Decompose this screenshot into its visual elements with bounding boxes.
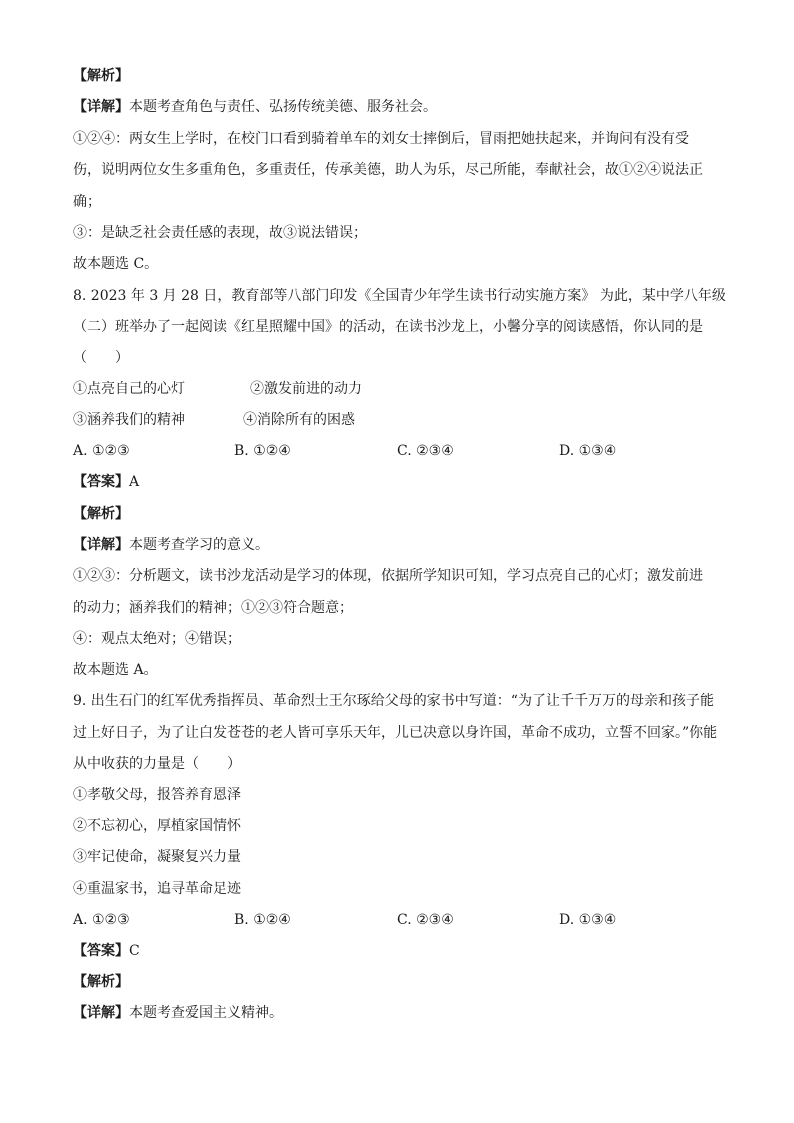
- conclusion-line: 故本题选 A。: [73, 662, 158, 678]
- statement-item: ③涵养我们的精神: [73, 412, 185, 428]
- option-a: A. ①②③: [73, 912, 130, 928]
- question-8-stem: （ ）: [73, 350, 129, 366]
- detail-label: 【详解】: [73, 99, 129, 115]
- option-d: D. ①③④: [559, 912, 617, 928]
- question-9-stem: 从中收获的力量是（ ）: [73, 756, 241, 772]
- analysis-heading: 【解析】: [73, 506, 129, 522]
- paragraph-line: ③：是缺乏社会责任感的表现，故③说法错误；: [73, 225, 367, 241]
- option-d: D. ①③④: [559, 443, 617, 459]
- detail-line: [73, 1003, 733, 1023]
- answer-value: C: [129, 943, 140, 959]
- statement-item: ④消除所有的困惑: [243, 412, 355, 428]
- question-8-stem: 8. 2023 年 3 月 28 日，教育部等八部门印发《全国青少年学生读书行动实施方案》 为此，某中学八年级: [73, 288, 726, 304]
- option-b: B. ①②④: [234, 443, 291, 459]
- question-9-stem: 过上好日子，为了让白发苍苍的老人皆可享乐天年，儿已决意以身许国，革命不成功，立誓不回家。”你能: [73, 725, 718, 741]
- detail-text: 本题考查学习的意义。: [129, 537, 269, 553]
- option-c: C. ②③④: [397, 443, 454, 459]
- answer-label: 【答案】: [73, 474, 129, 490]
- paragraph-line: 伤，说明两位女生多重角色，多重责任，传承美德，助人为乐，尽己所能，奉献社会，故①②④说法正: [73, 162, 703, 178]
- statement-item: ②不忘初心，厚植家国情怀: [73, 818, 241, 834]
- option-c: C. ②③④: [397, 912, 454, 928]
- paragraph-line: ④：观点太绝对；④错误；: [73, 631, 241, 647]
- answer-label: 【答案】: [73, 943, 129, 959]
- question-9-stem: 9. 出生石门的红军优秀指挥员、革命烈士王尔琢给父母的家书中写道：“为了让千千万万的母亲和孩子能: [73, 693, 714, 709]
- analysis-heading: 【解析】: [73, 974, 129, 990]
- paragraph-line: 的动力；涵养我们的精神；①②③符合题意；: [73, 600, 353, 616]
- statement-item: ③牢记使命，凝聚复兴力量: [73, 849, 241, 865]
- question-8-stem: （二）班举办了一起阅读《红星照耀中国》的活动，在读书沙龙上，小馨分享的阅读感悟，你认同的是: [73, 319, 703, 335]
- paragraph-line: ①②③：分析题文，读书沙龙活动是学习的体现，依据所学知识可知，学习点亮自己的心灯；激发前进: [73, 568, 703, 584]
- paragraph-line: ①②④：两女生上学时，在校门口看到骑着单车的刘女士摔倒后，冒雨把她扶起来，并询问有没有受: [73, 131, 689, 147]
- detail-line: [73, 535, 733, 555]
- statement-item: ①点亮自己的心灯: [73, 381, 185, 397]
- analysis-heading: 【解析】: [73, 68, 129, 84]
- answer-line: [73, 941, 733, 961]
- option-b: B. ①②④: [234, 912, 291, 928]
- option-a: A. ①②③: [73, 443, 130, 459]
- statement-item: ①孝敬父母，报答养育恩泽: [73, 787, 241, 803]
- detail-text: 本题考查爱国主义精神。: [129, 1005, 283, 1021]
- conclusion-line: 故本题选 C。: [73, 256, 159, 272]
- detail-text: 本题考查角色与责任、弘扬传统美德、服务社会。: [129, 99, 437, 115]
- detail-line: [73, 97, 733, 117]
- detail-label: 【详解】: [73, 1005, 129, 1021]
- detail-label: 【详解】: [73, 537, 129, 553]
- answer-value: A: [129, 474, 140, 490]
- statement-item: ②激发前进的动力: [250, 381, 362, 397]
- answer-line: [73, 472, 733, 492]
- statement-item: ④重温家书，追寻革命足迹: [73, 881, 241, 897]
- paragraph-line: 确；: [73, 194, 101, 210]
